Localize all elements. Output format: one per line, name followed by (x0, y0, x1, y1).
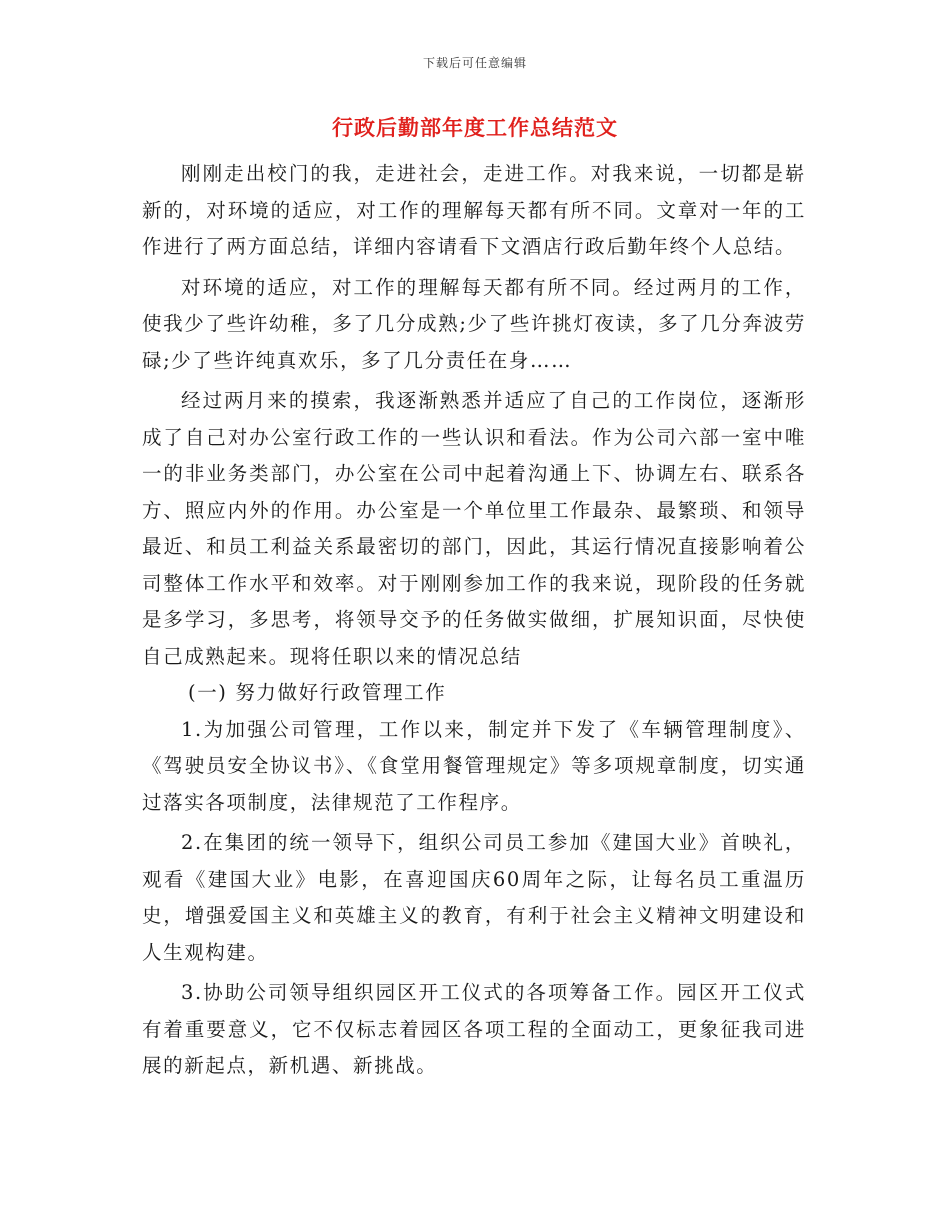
list-item-3: 3.协助公司领导组织园区开工仪式的各项筹备工作。园区开工仪式有着重要意义，它不仅标志着园区各项工程的全面动工，更象征我司进展的新起点，新机遇、新挑战。 (142, 981, 806, 1077)
list-item-1: 1.为加强公司管理，工作以来，制定并下发了《车辆管理制度》、《驾驶员安全协议书》、《食堂用餐管理规定》等多项规章制度，切实通过落实各项制度，法律规范了工作程序。 (142, 717, 806, 814)
section-heading: (一) 努力做好行政管理工作 (188, 681, 447, 704)
paragraph-adaptation: 对环境的适应，对工作的理解每天都有所不同。经过两月的工作，使我少了些许幼稚，多了几分成熟;少了些许挑灯夜读，多了几分奔波劳碌;少了些许纯真欢乐，多了几分责任在身…… (142, 275, 806, 372)
header-note: 下载后可任意编辑 (422, 56, 527, 70)
list-item-2: 2.在集团的统一领导下，组织公司员工参加《建国大业》首映礼，观看《建国大业》电影，在喜迎国庆60周年之际，让每名员工重温历史，增强爱国主义和英雄主义的教育，有利于社会主义精神文明建设和人生观构建。 (142, 831, 806, 964)
paragraph-intro: 刚刚走出校门的我，走进社会，走进工作。对我来说，一切都是崭新的，对环境的适应，对工作的理解每天都有所不同。文章对一年的工作进行了两方面总结，详细内容请看下文酒店行政后勤年终个人总结。 (142, 162, 806, 258)
document-body (142, 156, 806, 1085)
document-title: 行政后勤部年度工作总结范文 (332, 115, 618, 140)
paragraph-office-role: 经过两月来的摸索，我逐渐熟悉并适应了自己的工作岗位，逐渐形成了自己对办公室行政工作的一些认识和看法。作为公司六部一室中唯一的非业务类部门，办公室在公司中起着沟通上下、协调左右、联系各方、照应内外的作用。办公室是一个单位里工作最杂、最繁琐、和领导最近、和员工利益关系最密切的部门，因此，其运行情况直接影响着公司整体工作水平和效率。对于刚刚参加工作的我来说，现阶段的任务就是多学习，多思考，将领导交予的任务做实做细，扩展知识面，尽快使自己成熟起来。现将任职以来的情况总结 (142, 389, 806, 668)
